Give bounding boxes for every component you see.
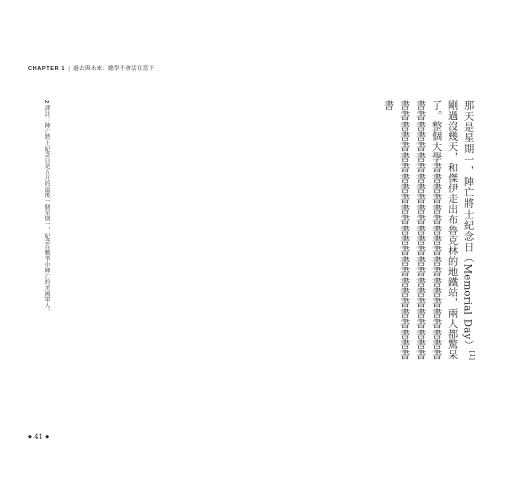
footnote-number: 2 — [43, 100, 49, 104]
footnote — [30, 100, 50, 360]
body-text — [95, 100, 479, 360]
paragraph — [379, 100, 479, 360]
folio-diamond-right: ◆ — [45, 434, 50, 440]
paragraph-text: 那天是星期一，陣亡將士紀念日（Memorial Day） — [461, 100, 473, 351]
footnote-reference: [1] — [468, 350, 475, 360]
chapter-label: CHAPTER 1 — [28, 66, 66, 72]
folio-diamond-left: ◆ — [28, 434, 32, 440]
page-number: 41 — [34, 433, 44, 441]
page-folio — [28, 433, 49, 442]
paragraph-text: 剛過沒幾天，和傑伊走出布魯克林的地鐵站，兩人都驚呆了。整個大學書書書書書書書書書書書書書書書書書書書書書書書書書書書書書書書書書書書書書書書書書書書書書書書書書書書書書書書書書書書書書書書書書書書書書書 — [381, 100, 457, 360]
chapter-title: 過去與未來：總學不會活在當下 — [73, 66, 155, 72]
running-head-separator: | — [68, 66, 71, 72]
footnote-text: 譯註：陣亡將士紀念日是五月的最後一個星期一，紀念在戰爭中陣亡的美國軍人。 — [43, 105, 49, 314]
running-head — [28, 66, 154, 73]
